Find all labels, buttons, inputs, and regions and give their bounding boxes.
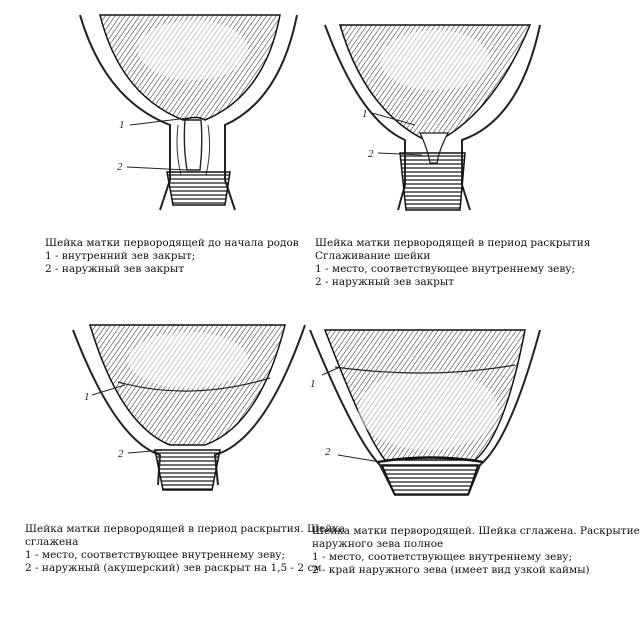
figure-4-note-2: 2 - край наружного зева (имеет вид узкой каймы): [312, 564, 590, 576]
figure-4-caption: [312, 525, 640, 577]
figure-4-illustration: [300, 325, 550, 500]
figure-2-subtitle: Сглаживание шейки: [315, 250, 431, 262]
figure-2-note-2: 2 - наружный зев закрыт: [315, 276, 455, 288]
figure-1-label-1: 1: [119, 119, 125, 131]
figure-2-illustration: [320, 15, 545, 215]
figure-3-caption: [25, 523, 345, 575]
figure-4-label-2: 2: [325, 446, 331, 458]
figure-1-title: Шейка матки первородящей до начала родов: [45, 237, 299, 249]
figure-2-label-2: 2: [368, 148, 374, 160]
figure-2-label-1: 1: [362, 108, 368, 120]
figure-3-title: Шейка матки первородящей в период раскрытия. Шейка: [25, 523, 346, 535]
figure-1-illustration: [75, 10, 305, 210]
figure-4-subtitle: наружного зева полное: [312, 538, 444, 550]
figure-1-caption: [45, 237, 299, 276]
figure-4-title: Шейка матки первородящей. Шейка сглажена. Раскрытие: [312, 525, 640, 537]
figure-2-title: Шейка матки первородящей в период раскрытия: [315, 237, 591, 249]
figure-3-subtitle: сглажена: [25, 536, 79, 548]
figure-3-illustration: [70, 320, 310, 495]
figure-3-note-2: 2 - наружный (акушерский) зев раскрыт на 1,5 - 2 см: [25, 562, 322, 574]
figure-1-label-2: 2: [117, 161, 123, 173]
figure-2-caption: [315, 237, 590, 289]
figure-1-note-2: 2 - наружный зев закрыт: [45, 263, 185, 275]
figure-3-label-2: 2: [118, 448, 124, 460]
figure-1-note-1: 1 - внутренний зев закрыт;: [45, 250, 196, 262]
figure-3-label-1: 1: [84, 391, 90, 403]
figure-3-note-1: 1 - место, соответствующее внутреннему зеву;: [25, 549, 285, 561]
figure-4-note-1: 1 - место, соответствующее внутреннему зеву;: [312, 551, 572, 563]
figure-4-label-1: 1: [310, 378, 316, 390]
figure-2-note-1: 1 - место, соответствующее внутреннему зеву;: [315, 263, 575, 275]
